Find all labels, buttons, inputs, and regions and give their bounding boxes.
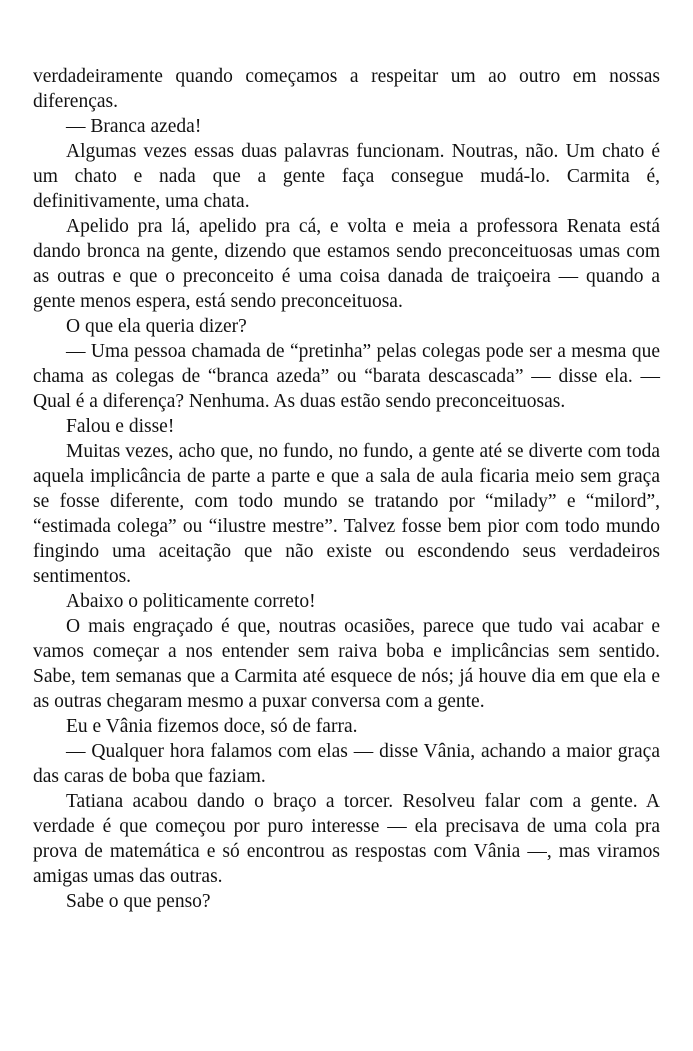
paragraph: Sabe o que penso? (66, 891, 211, 912)
paragraph: O que ela queria dizer? (66, 316, 247, 337)
book-page (33, 64, 660, 914)
paragraph: Tatiana acabou dando o braço a torcer. Resolveu falar com a gente. A verdade é que começou por puro interesse — ela precisava de uma cola pra prova de matemática e só encontrou as respostas com Vânia —, mas viramos amigas umas das outras. (33, 791, 660, 887)
paragraph: Muitas vezes, acho que, no fundo, no fundo, a gente até se diverte com toda aquela implicância de parte a parte e que a sala de aula ficaria meio sem graça se fosse diferente, com todo mundo se tratando por “milady” e “milord”, “estimada colega” ou “ilustre mestre”. Talvez fosse bem pior com todo mundo fingindo uma aceitação que não existe ou escondendo seus verdadeiros sentimentos. (33, 441, 660, 587)
paragraph: O mais engraçado é que, noutras ocasiões, parece que tudo vai acabar e vamos começar a nos entender sem raiva boba e implicâncias sem sentido. Sabe, tem semanas que a Carmita até esquece de nós; já houve dia em que ela e as outras chegaram mesmo a puxar conversa com a gente. (33, 616, 660, 712)
paragraph: Abaixo o politicamente correto! (66, 591, 316, 612)
paragraph: Algumas vezes essas duas palavras funcionam. Noutras, não. Um chato é um chato e nada que a gente faça consegue mudá-lo. Carmita é, definitivamente, uma chata. (33, 141, 660, 212)
paragraph: Eu e Vânia fizemos doce, só de farra. (66, 716, 358, 737)
paragraph-continuation: verdadeiramente quando começamos a respeitar um ao outro em nossas diferenças. (33, 66, 660, 112)
paragraph-dialogue: — Uma pessoa chamada de “pretinha” pelas colegas pode ser a mesma que chama as colegas de “branca azeda” ou “barata descascada” — disse ela. — Qual é a diferença? Nenhuma. As duas estão sendo preconceituosas. (33, 341, 660, 412)
paragraph: Apelido pra lá, apelido pra cá, e volta e meia a professora Renata está dando bronca na gente, dizendo que estamos sendo preconceituosas umas com as outras e que o preconceito é uma coisa danada de traiçoeira — quando a gente menos espera, está sendo preconceituosa. (33, 216, 660, 312)
paragraph-dialogue: — Qualquer hora falamos com elas — disse Vânia, achando a maior graça das caras de boba que faziam. (33, 741, 660, 787)
paragraph: Falou e disse! (66, 416, 175, 437)
paragraph-dialogue: — Branca azeda! (66, 116, 202, 137)
